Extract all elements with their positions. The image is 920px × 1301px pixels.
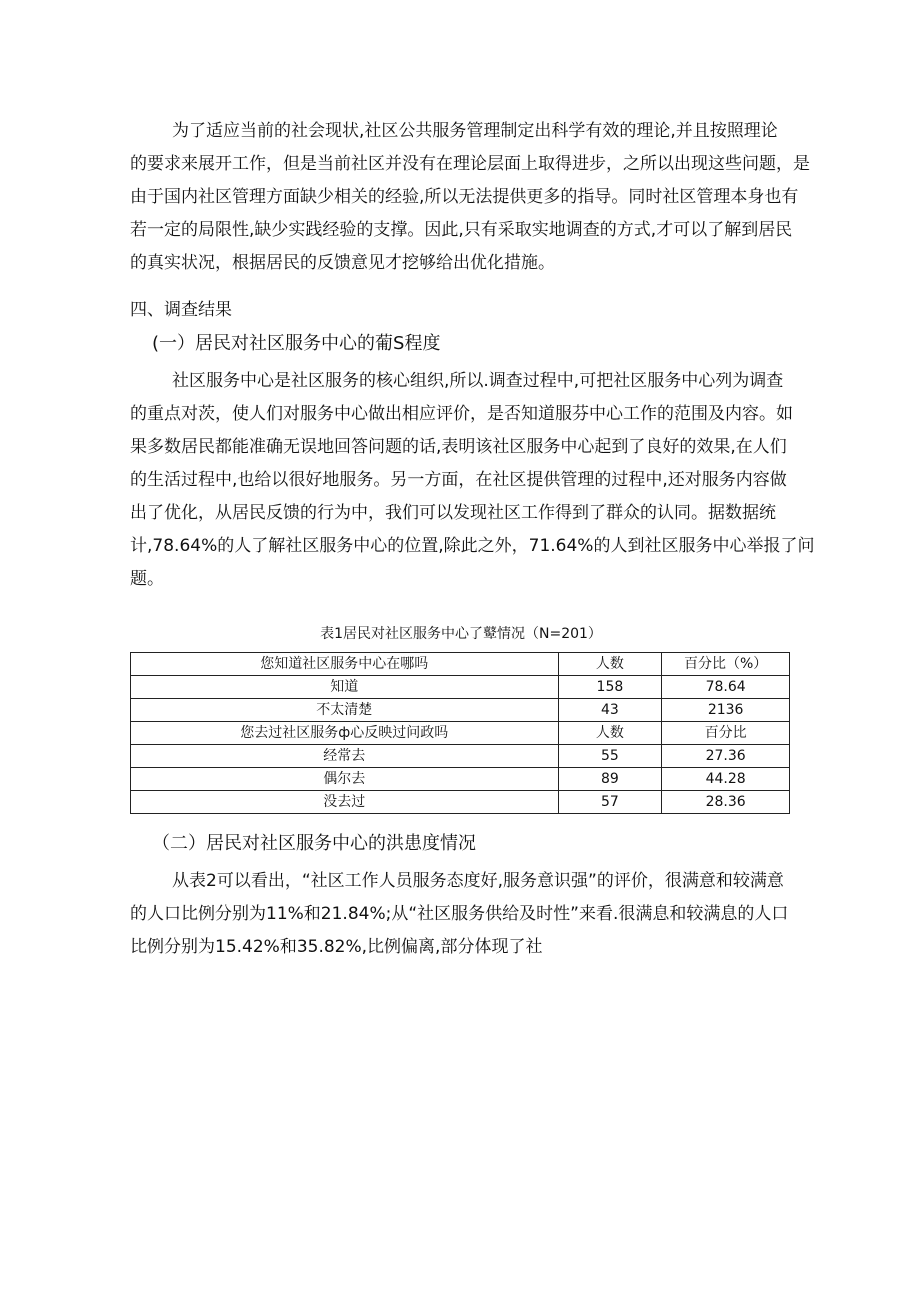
- table-cell: 您知道社区服务中心在哪吗: [131, 653, 559, 676]
- table-cell: 27.36: [662, 745, 790, 768]
- intro-line: 若一定的局限性,缺少实践经验的支撑。因此,只有采取实地调查的方式,才可以了解到居民: [130, 220, 793, 240]
- table-cell: 知道: [131, 676, 559, 699]
- table-cell: 57: [558, 791, 662, 814]
- table-row: [131, 722, 790, 745]
- sub1-line: 社区服务中心是社区服务的核心组织,所以.调查过程中,可把社区服务中心列为调查: [172, 371, 784, 391]
- table-cell: 158: [558, 676, 662, 699]
- table-cell: 偶尔去: [131, 768, 559, 791]
- table-row: [131, 768, 790, 791]
- intro-line: 的真实状况，根据居民的反馈意见才挖够给出优化措施。: [130, 253, 555, 273]
- sub2-line: 的人口比例分别为11%和21.84%;从“社区服务供给及时性”来看.很满息和较满息的人口: [130, 904, 789, 924]
- intro-paragraph: [130, 115, 810, 280]
- sub1-line: 果多数居民都能准确无误地回答问题的话,表明该社区服务中心起到了良好的效果,在人们: [130, 437, 787, 457]
- sub1-line: 出了优化，从居民反馈的行为中，我们可以发现社区工作得到了群众的认同。据数据统: [130, 503, 776, 523]
- table-cell: 78.64: [662, 676, 790, 699]
- table-cell: 百分比: [662, 722, 790, 745]
- sub2-line: 比例分别为15.42%和35.82%,比例偏离,部分体现了社: [130, 937, 543, 957]
- table-cell: 没去过: [131, 791, 559, 814]
- table-cell: 人数: [558, 653, 662, 676]
- table-cell: 44.28: [662, 768, 790, 791]
- table-row: [131, 676, 790, 699]
- intro-line: 为了适应当前的社会现状,社区公共服务管理制定出科学有效的理论,并且按照理论: [172, 121, 778, 141]
- sub1-line: 的重点对茨，使人们对服务中心做出相应评价，是否知道服芬中心工作的范围及内容。如: [130, 404, 793, 424]
- subsection-heading-1: (一）居民对社区服务中心的葡S程度: [152, 333, 441, 354]
- sub2-line: 从表2可以看出，“社区工作人员服务态度好,服务意识强”的评价，很满意和较满意: [172, 871, 784, 891]
- sub1-line: 计,78.64%的人了解社区服务中心的位置,除此之外，71.64%的人到社区服务中心举报了问: [130, 536, 815, 556]
- table-cell: 28.36: [662, 791, 790, 814]
- table-cell: 43: [558, 699, 662, 722]
- table-cell: 55: [558, 745, 662, 768]
- table-cell: 您去过社区服务ф心反映过问政吗: [131, 722, 559, 745]
- table-row: [131, 699, 790, 722]
- intro-line: 的要求来展开工作，但是当前社区并没有在理论层面上取得进步，之所以出现这些问题，是: [130, 154, 810, 174]
- table-caption: 表1居民对社区服务中心了鼙情况（N=201）: [320, 626, 602, 642]
- table-row: [131, 653, 790, 676]
- table-cell: 人数: [558, 722, 662, 745]
- sub2-paragraph: [130, 865, 792, 964]
- sub1-paragraph: [130, 365, 815, 596]
- table-row: [131, 745, 790, 768]
- table-cell: 经常去: [131, 745, 559, 768]
- table-cell: 2136: [662, 699, 790, 722]
- sub1-line: 题。: [130, 569, 164, 589]
- intro-line: 由于国内社区管理方面缺少相关的经验,所以无法提供更多的指导。同时社区管理本身也有: [130, 187, 799, 207]
- survey-table: [130, 652, 790, 814]
- section-heading: 四、调查结果: [130, 300, 232, 320]
- table-cell: 百分比（%）: [662, 653, 790, 676]
- table-cell: 不太清楚: [131, 699, 559, 722]
- table-row: [131, 791, 790, 814]
- table-cell: 89: [558, 768, 662, 791]
- subsection-heading-2: （二）居民对社区服务中心的洪患度情况: [152, 833, 476, 854]
- sub1-line: 的生活过程中,也给以很好地服务。另一方面，在社区提供管理的过程中,还对服务内容做: [130, 470, 787, 490]
